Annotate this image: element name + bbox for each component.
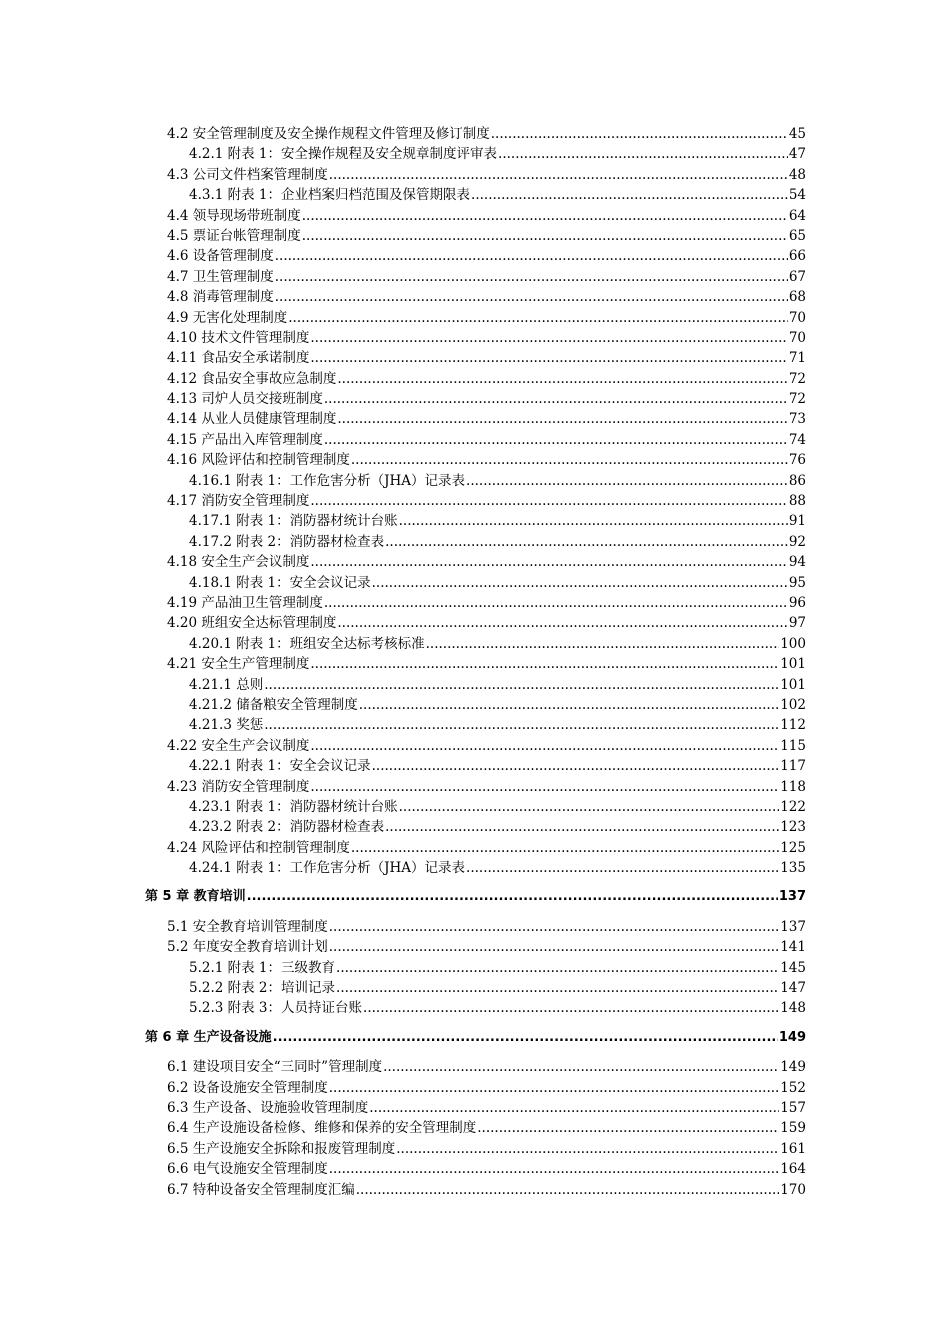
toc-page-number: 97 bbox=[788, 615, 806, 632]
toc-entry-title: 4.21.1 总则 bbox=[189, 676, 264, 693]
toc-entry-title: 6.7 特种设备安全管理制度汇编 bbox=[167, 1181, 355, 1198]
toc-entry[interactable] bbox=[145, 491, 806, 511]
toc-entry[interactable] bbox=[145, 756, 806, 776]
table-of-contents bbox=[145, 124, 806, 1200]
toc-entry[interactable] bbox=[145, 675, 806, 695]
toc-leader-dots bbox=[264, 675, 779, 695]
toc-entry-title: 4.23.1 附表 1：消防器材统计台账 bbox=[189, 798, 398, 815]
toc-entry[interactable] bbox=[145, 267, 806, 287]
toc-leader-dots bbox=[310, 348, 787, 368]
toc-page-number: 115 bbox=[780, 737, 806, 754]
toc-entry-title: 4.6 设备管理制度 bbox=[167, 248, 274, 265]
toc-entry-title: 4.5 票证台帐管理制度 bbox=[167, 227, 301, 244]
toc-entry[interactable] bbox=[145, 1118, 806, 1138]
toc-leader-dots bbox=[399, 797, 780, 817]
toc-leader-dots bbox=[329, 917, 779, 937]
toc-leader-dots bbox=[477, 1118, 779, 1138]
toc-entry-title: 第 6 章 生产设备设施 bbox=[145, 1029, 272, 1045]
toc-leader-dots bbox=[351, 450, 788, 470]
toc-entry-title: 5.2.3 附表 3：人员持证台账 bbox=[189, 1000, 363, 1017]
toc-entry-title: 4.4 领导现场带班制度 bbox=[167, 207, 301, 224]
toc-entry-title: 5.2.1 附表 1：三级教育 bbox=[189, 959, 336, 976]
toc-entry[interactable] bbox=[145, 593, 806, 613]
toc-entry-title: 6.6 电气设施安全管理制度 bbox=[167, 1161, 328, 1178]
toc-entry-title: 4.20 班组安全达标管理制度 bbox=[167, 615, 337, 632]
toc-entry[interactable] bbox=[145, 937, 806, 957]
toc-leader-dots bbox=[372, 573, 788, 593]
toc-entry[interactable] bbox=[145, 695, 806, 715]
toc-entry[interactable] bbox=[145, 613, 806, 633]
toc-leader-dots bbox=[324, 389, 788, 409]
toc-leader-dots bbox=[466, 858, 779, 878]
toc-entry-title: 4.3 公司文件档案管理制度 bbox=[167, 166, 328, 183]
toc-leader-dots bbox=[385, 532, 788, 552]
toc-page-number: 70 bbox=[788, 329, 806, 346]
toc-page-number: 47 bbox=[788, 146, 806, 163]
toc-entry-title: 4.17.2 附表 2：消防器材检查表 bbox=[189, 533, 385, 550]
toc-page-number: 86 bbox=[788, 472, 806, 489]
toc-entry[interactable] bbox=[145, 206, 806, 226]
toc-entry[interactable] bbox=[145, 471, 806, 491]
toc-page-number: 72 bbox=[788, 391, 806, 408]
toc-entry-title: 4.2.1 附表 1：安全操作规程及安全规章制度评审表 bbox=[189, 146, 498, 163]
toc-page-number: 157 bbox=[780, 1099, 806, 1116]
toc-entry[interactable] bbox=[145, 654, 806, 674]
toc-page-number: 73 bbox=[788, 411, 806, 428]
toc-entry-title: 4.7 卫生管理制度 bbox=[167, 268, 274, 285]
toc-entry[interactable] bbox=[145, 917, 806, 937]
toc-leader-dots bbox=[336, 958, 779, 978]
toc-page-number: 74 bbox=[788, 431, 806, 448]
toc-leader-dots bbox=[329, 1159, 779, 1179]
toc-entry-title: 4.2 安全管理制度及安全操作规程文件管理及修订制度 bbox=[167, 126, 490, 142]
toc-page-number: 65 bbox=[788, 227, 806, 244]
toc-page-number: 48 bbox=[788, 166, 806, 183]
toc-leader-dots bbox=[310, 736, 779, 756]
toc-leader-dots bbox=[426, 634, 780, 654]
toc-leader-dots bbox=[324, 593, 788, 613]
toc-entry-title: 6.3 生产设备、设施验收管理制度 bbox=[167, 1099, 369, 1116]
toc-entry[interactable] bbox=[145, 532, 806, 552]
toc-entry[interactable] bbox=[145, 736, 806, 756]
toc-entry[interactable] bbox=[145, 328, 806, 348]
toc-page-number: 149 bbox=[780, 1059, 806, 1076]
toc-entry[interactable] bbox=[145, 348, 806, 368]
toc-leader-dots bbox=[310, 328, 787, 348]
toc-page-number: 102 bbox=[780, 696, 806, 713]
toc-entry[interactable] bbox=[145, 450, 806, 470]
toc-page-number: 123 bbox=[780, 819, 806, 836]
toc-page-number: 71 bbox=[788, 350, 806, 367]
toc-leader-dots bbox=[466, 471, 788, 491]
toc-leader-dots bbox=[288, 308, 788, 328]
toc-page-number: 72 bbox=[788, 370, 806, 387]
toc-entry-title: 4.12 食品安全事故应急制度 bbox=[167, 370, 337, 387]
toc-entry[interactable] bbox=[145, 552, 806, 572]
toc-entry[interactable] bbox=[145, 797, 806, 817]
toc-entry[interactable] bbox=[145, 715, 806, 735]
toc-entry[interactable] bbox=[145, 308, 806, 328]
toc-entry[interactable] bbox=[145, 430, 806, 450]
toc-entry[interactable] bbox=[145, 144, 806, 164]
toc-leader-dots bbox=[324, 430, 788, 450]
toc-entry-title: 4.16.1 附表 1：工作危害分析（JHA）记录表 bbox=[189, 472, 466, 489]
toc-entry[interactable] bbox=[145, 777, 806, 797]
toc-leader-dots bbox=[359, 695, 779, 715]
toc-leader-dots bbox=[351, 838, 779, 858]
toc-leader-dots bbox=[383, 1057, 779, 1077]
toc-leader-dots bbox=[385, 817, 779, 837]
toc-entry-title: 4.16 风险评估和控制管理制度 bbox=[167, 452, 350, 469]
toc-entry[interactable] bbox=[145, 978, 806, 998]
toc-page-number: 95 bbox=[788, 574, 806, 591]
toc-page-number: 88 bbox=[788, 493, 806, 510]
toc-leader-dots bbox=[369, 1098, 779, 1118]
toc-entry-title: 4.17 消防安全管理制度 bbox=[167, 493, 310, 510]
toc-page-number: 66 bbox=[788, 248, 806, 265]
toc-entry-title: 4.15 产品出入库管理制度 bbox=[167, 431, 323, 448]
toc-leader-dots bbox=[491, 124, 788, 144]
toc-entry[interactable] bbox=[145, 1159, 806, 1179]
toc-page-number: 54 bbox=[788, 187, 806, 204]
toc-entry-title: 4.21.2 储备粮安全管理制度 bbox=[189, 696, 358, 713]
toc-chapter-entry[interactable] bbox=[145, 887, 806, 907]
toc-leader-dots bbox=[275, 267, 788, 287]
toc-entry-title: 6.2 设备设施安全管理制度 bbox=[167, 1079, 328, 1096]
toc-page-number: 101 bbox=[780, 676, 806, 693]
toc-leader-dots bbox=[396, 1139, 779, 1159]
toc-leader-dots bbox=[310, 552, 787, 572]
toc-page-number: 125 bbox=[780, 839, 806, 856]
toc-leader-dots bbox=[275, 246, 788, 266]
toc-entry-title: 4.23 消防安全管理制度 bbox=[167, 778, 310, 795]
toc-page-number: 70 bbox=[788, 309, 806, 326]
toc-entry[interactable] bbox=[145, 634, 806, 654]
toc-leader-dots bbox=[337, 369, 787, 389]
toc-entry[interactable] bbox=[145, 958, 806, 978]
toc-leader-dots bbox=[356, 1180, 779, 1200]
toc-leader-dots bbox=[337, 409, 787, 429]
toc-page-number: 45 bbox=[788, 126, 806, 142]
toc-leader-dots bbox=[310, 654, 779, 674]
toc-leader-dots bbox=[498, 144, 788, 164]
toc-entry-title: 6.1 建设项目安全“三同时”管理制度 bbox=[167, 1059, 383, 1076]
toc-page-number: 92 bbox=[788, 533, 806, 550]
toc-leader-dots bbox=[329, 1078, 779, 1098]
toc-leader-dots bbox=[336, 978, 779, 998]
toc-entry[interactable] bbox=[145, 226, 806, 246]
toc-entry-title: 4.9 无害化处理制度 bbox=[167, 309, 288, 326]
toc-entry-title: 5.1 安全教育培训管理制度 bbox=[167, 918, 328, 935]
toc-leader-dots bbox=[310, 491, 787, 511]
toc-leader-dots bbox=[273, 1028, 778, 1048]
toc-entry-title: 6.5 生产设施安全拆除和报废管理制度 bbox=[167, 1140, 396, 1157]
toc-entry-title: 4.17.1 附表 1：消防器材统计台账 bbox=[189, 513, 398, 530]
toc-entry[interactable] bbox=[145, 165, 806, 185]
toc-entry-title: 4.19 产品油卫生管理制度 bbox=[167, 594, 323, 611]
toc-page-number: 67 bbox=[788, 268, 806, 285]
toc-entry[interactable] bbox=[145, 1180, 806, 1200]
toc-page-number: 100 bbox=[780, 635, 806, 652]
toc-page-number: 145 bbox=[780, 959, 806, 976]
toc-entry-title: 4.8 消毒管理制度 bbox=[167, 289, 274, 306]
toc-entry-title: 4.20.1 附表 1：班组安全达标考核标准 bbox=[189, 635, 425, 652]
toc-entry-title: 4.22 安全生产会议制度 bbox=[167, 737, 310, 754]
toc-entry[interactable] bbox=[145, 817, 806, 837]
toc-page-number: 141 bbox=[780, 939, 806, 956]
toc-page-number: 76 bbox=[788, 452, 806, 469]
toc-page-number: 122 bbox=[780, 798, 806, 815]
toc-entry-title: 4.11 食品安全承诺制度 bbox=[167, 350, 310, 367]
toc-leader-dots bbox=[275, 287, 788, 307]
toc-entry[interactable] bbox=[145, 1098, 806, 1118]
toc-page-number: 161 bbox=[780, 1140, 806, 1157]
toc-page-number: 147 bbox=[780, 980, 806, 997]
toc-entry-title: 4.13 司炉人员交接班制度 bbox=[167, 391, 323, 408]
toc-leader-dots bbox=[363, 998, 779, 1018]
toc-page-number: 159 bbox=[780, 1120, 806, 1137]
toc-entry-title: 第 5 章 教育培训 bbox=[145, 889, 246, 905]
toc-entry[interactable] bbox=[145, 369, 806, 389]
toc-entry[interactable] bbox=[145, 124, 806, 144]
toc-entry-title: 4.18 安全生产会议制度 bbox=[167, 554, 310, 571]
toc-entry[interactable] bbox=[145, 185, 806, 205]
toc-page-number: 101 bbox=[780, 656, 806, 673]
toc-entry-title: 5.2.2 附表 2：培训记录 bbox=[189, 980, 336, 997]
toc-leader-dots bbox=[302, 206, 788, 226]
toc-entry[interactable] bbox=[145, 1139, 806, 1159]
toc-entry[interactable] bbox=[145, 1057, 806, 1077]
toc-leader-dots bbox=[302, 226, 788, 246]
toc-entry-title: 4.3.1 附表 1：企业档案归档范围及保管期限表 bbox=[189, 187, 471, 204]
toc-entry[interactable] bbox=[145, 246, 806, 266]
toc-entry-title: 4.24 风险评估和控制管理制度 bbox=[167, 839, 350, 856]
toc-page-number: 137 bbox=[778, 889, 806, 905]
toc-leader-dots bbox=[310, 777, 779, 797]
toc-entry-title: 4.10 技术文件管理制度 bbox=[167, 329, 310, 346]
toc-leader-dots bbox=[329, 937, 779, 957]
toc-page-number: 64 bbox=[788, 207, 806, 224]
toc-entry-title: 6.4 生产设施设备检修、维修和保养的安全管理制度 bbox=[167, 1120, 477, 1137]
toc-entry[interactable] bbox=[145, 573, 806, 593]
toc-entry[interactable] bbox=[145, 1078, 806, 1098]
toc-page-number: 94 bbox=[788, 554, 806, 571]
toc-entry-title: 4.14 从业人员健康管理制度 bbox=[167, 411, 337, 428]
toc-page-number: 117 bbox=[780, 758, 806, 775]
toc-page-number: 96 bbox=[788, 594, 806, 611]
toc-entry[interactable] bbox=[145, 287, 806, 307]
toc-page-number: 170 bbox=[780, 1181, 806, 1198]
toc-entry-title: 5.2 年度安全教育培训计划 bbox=[167, 939, 328, 956]
toc-entry[interactable] bbox=[145, 511, 806, 531]
toc-entry[interactable] bbox=[145, 858, 806, 878]
toc-page-number: 137 bbox=[780, 918, 806, 935]
toc-page-number: 152 bbox=[780, 1079, 806, 1096]
toc-entry-title: 4.21 安全生产管理制度 bbox=[167, 656, 310, 673]
toc-entry-title: 4.21.3 奖惩 bbox=[189, 717, 264, 734]
toc-page-number: 118 bbox=[780, 778, 806, 795]
toc-leader-dots bbox=[399, 511, 788, 531]
toc-entry-title: 4.23.2 附表 2：消防器材检查表 bbox=[189, 819, 385, 836]
toc-entry[interactable] bbox=[145, 838, 806, 858]
toc-entry[interactable] bbox=[145, 409, 806, 429]
toc-page-number: 68 bbox=[788, 289, 806, 306]
toc-leader-dots bbox=[264, 715, 779, 735]
toc-chapter-entry[interactable] bbox=[145, 1028, 806, 1048]
toc-page-number: 164 bbox=[780, 1161, 806, 1178]
toc-entry-title: 4.22.1 附表 1：安全会议记录 bbox=[189, 758, 371, 775]
toc-page-number: 148 bbox=[780, 1000, 806, 1017]
toc-page-number: 135 bbox=[780, 860, 806, 877]
toc-entry-title: 4.24.1 附表 1：工作危害分析（JHA）记录表 bbox=[189, 860, 466, 877]
toc-page-number: 91 bbox=[788, 513, 806, 530]
toc-leader-dots bbox=[247, 887, 778, 907]
toc-leader-dots bbox=[372, 756, 780, 776]
toc-entry[interactable] bbox=[145, 389, 806, 409]
toc-page-number: 149 bbox=[778, 1029, 806, 1045]
toc-page-number: 112 bbox=[780, 717, 806, 734]
toc-leader-dots bbox=[329, 165, 788, 185]
toc-leader-dots bbox=[337, 613, 787, 633]
toc-entry[interactable] bbox=[145, 998, 806, 1018]
toc-entry-title: 4.18.1 附表 1：安全会议记录 bbox=[189, 574, 371, 591]
toc-leader-dots bbox=[471, 185, 788, 205]
